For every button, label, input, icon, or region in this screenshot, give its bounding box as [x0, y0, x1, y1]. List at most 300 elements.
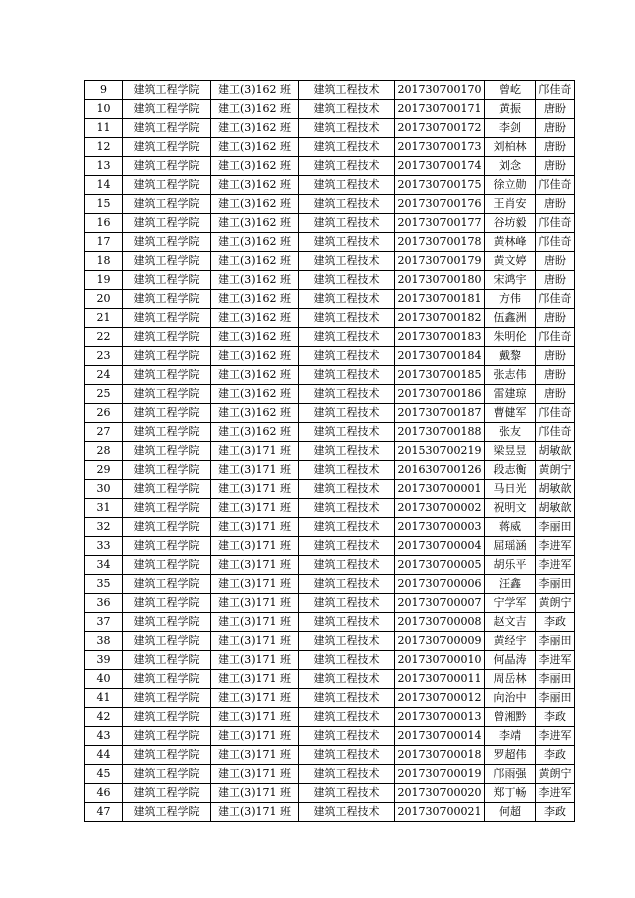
college-cell: 建筑工程学院	[123, 119, 211, 138]
student-name-cell: 邝雨强	[485, 765, 536, 784]
major-cell: 建筑工程技术	[299, 100, 395, 119]
class-cell: 建工(3)162 班	[211, 271, 299, 290]
advisor-cell: 唐盼	[536, 138, 575, 157]
table-row	[85, 803, 575, 822]
student-id-cell: 201730700010	[395, 651, 485, 670]
student-roster-table	[84, 80, 575, 822]
college-cell: 建筑工程学院	[123, 670, 211, 689]
advisor-cell: 唐盼	[536, 385, 575, 404]
major-cell: 建筑工程技术	[299, 784, 395, 803]
table-row	[85, 138, 575, 157]
major-cell: 建筑工程技术	[299, 803, 395, 822]
advisor-cell: 唐盼	[536, 157, 575, 176]
student-name-cell: 向治中	[485, 689, 536, 708]
college-cell: 建筑工程学院	[123, 499, 211, 518]
major-cell: 建筑工程技术	[299, 423, 395, 442]
college-cell: 建筑工程学院	[123, 765, 211, 784]
major-cell: 建筑工程技术	[299, 404, 395, 423]
student-name-cell: 宁学军	[485, 594, 536, 613]
class-cell: 建工(3)171 班	[211, 480, 299, 499]
class-cell: 建工(3)162 班	[211, 119, 299, 138]
major-cell: 建筑工程技术	[299, 233, 395, 252]
major-cell: 建筑工程技术	[299, 746, 395, 765]
advisor-cell: 李丽田	[536, 632, 575, 651]
student-name-cell: 王肖安	[485, 195, 536, 214]
class-cell: 建工(3)171 班	[211, 518, 299, 537]
college-cell: 建筑工程学院	[123, 784, 211, 803]
row-number-cell: 34	[85, 556, 123, 575]
student-id-cell: 201730700001	[395, 480, 485, 499]
college-cell: 建筑工程学院	[123, 252, 211, 271]
class-cell: 建工(3)171 班	[211, 803, 299, 822]
row-number-cell: 11	[85, 119, 123, 138]
advisor-cell: 李丽田	[536, 670, 575, 689]
class-cell: 建工(3)171 班	[211, 499, 299, 518]
class-cell: 建工(3)171 班	[211, 765, 299, 784]
advisor-cell: 邝佳奇	[536, 290, 575, 309]
student-name-cell: 朱明伦	[485, 328, 536, 347]
table-row	[85, 499, 575, 518]
student-id-cell: 201730700170	[395, 81, 485, 100]
major-cell: 建筑工程技术	[299, 442, 395, 461]
table-row	[85, 556, 575, 575]
advisor-cell: 李政	[536, 746, 575, 765]
class-cell: 建工(3)162 班	[211, 176, 299, 195]
major-cell: 建筑工程技术	[299, 651, 395, 670]
student-id-cell: 201730700181	[395, 290, 485, 309]
student-id-cell: 201730700008	[395, 613, 485, 632]
student-name-cell: 赵文吉	[485, 613, 536, 632]
class-cell: 建工(3)162 班	[211, 214, 299, 233]
student-id-cell: 201730700006	[395, 575, 485, 594]
student-id-cell: 201730700187	[395, 404, 485, 423]
row-number-cell: 22	[85, 328, 123, 347]
table-row	[85, 157, 575, 176]
table-row	[85, 461, 575, 480]
student-id-cell: 201730700014	[395, 727, 485, 746]
college-cell: 建筑工程学院	[123, 689, 211, 708]
class-cell: 建工(3)162 班	[211, 252, 299, 271]
student-name-cell: 李剑	[485, 119, 536, 138]
class-cell: 建工(3)162 班	[211, 404, 299, 423]
student-id-cell: 201730700171	[395, 100, 485, 119]
class-cell: 建工(3)162 班	[211, 233, 299, 252]
row-number-cell: 19	[85, 271, 123, 290]
table-row	[85, 651, 575, 670]
advisor-cell: 胡敏歆	[536, 499, 575, 518]
class-cell: 建工(3)162 班	[211, 290, 299, 309]
row-number-cell: 47	[85, 803, 123, 822]
college-cell: 建筑工程学院	[123, 81, 211, 100]
major-cell: 建筑工程技术	[299, 670, 395, 689]
student-name-cell: 伍鑫洲	[485, 309, 536, 328]
student-id-cell: 201730700177	[395, 214, 485, 233]
student-name-cell: 屈瑶涵	[485, 537, 536, 556]
row-number-cell: 40	[85, 670, 123, 689]
row-number-cell: 25	[85, 385, 123, 404]
major-cell: 建筑工程技术	[299, 765, 395, 784]
row-number-cell: 15	[85, 195, 123, 214]
student-id-cell: 201730700188	[395, 423, 485, 442]
table-row	[85, 594, 575, 613]
student-id-cell: 201730700183	[395, 328, 485, 347]
student-name-cell: 宋鸿宇	[485, 271, 536, 290]
student-id-cell: 201730700021	[395, 803, 485, 822]
student-name-cell: 雷建琼	[485, 385, 536, 404]
row-number-cell: 23	[85, 347, 123, 366]
table-row	[85, 366, 575, 385]
college-cell: 建筑工程学院	[123, 442, 211, 461]
row-number-cell: 33	[85, 537, 123, 556]
student-id-cell: 201730700020	[395, 784, 485, 803]
row-number-cell: 9	[85, 81, 123, 100]
college-cell: 建筑工程学院	[123, 100, 211, 119]
advisor-cell: 邝佳奇	[536, 328, 575, 347]
table-row	[85, 442, 575, 461]
advisor-cell: 李进军	[536, 556, 575, 575]
class-cell: 建工(3)162 班	[211, 366, 299, 385]
student-name-cell: 蒋威	[485, 518, 536, 537]
student-name-cell: 梁昱昱	[485, 442, 536, 461]
advisor-cell: 李进军	[536, 727, 575, 746]
table-row	[85, 480, 575, 499]
class-cell: 建工(3)171 班	[211, 708, 299, 727]
student-id-cell: 201730700184	[395, 347, 485, 366]
major-cell: 建筑工程技术	[299, 366, 395, 385]
class-cell: 建工(3)162 班	[211, 195, 299, 214]
student-id-cell: 201630700126	[395, 461, 485, 480]
row-number-cell: 39	[85, 651, 123, 670]
row-number-cell: 35	[85, 575, 123, 594]
major-cell: 建筑工程技术	[299, 632, 395, 651]
advisor-cell: 李政	[536, 708, 575, 727]
class-cell: 建工(3)171 班	[211, 632, 299, 651]
student-name-cell: 汪鑫	[485, 575, 536, 594]
college-cell: 建筑工程学院	[123, 594, 211, 613]
advisor-cell: 唐盼	[536, 271, 575, 290]
college-cell: 建筑工程学院	[123, 556, 211, 575]
major-cell: 建筑工程技术	[299, 81, 395, 100]
college-cell: 建筑工程学院	[123, 727, 211, 746]
class-cell: 建工(3)171 班	[211, 784, 299, 803]
major-cell: 建筑工程技术	[299, 575, 395, 594]
row-number-cell: 20	[85, 290, 123, 309]
major-cell: 建筑工程技术	[299, 290, 395, 309]
college-cell: 建筑工程学院	[123, 385, 211, 404]
class-cell: 建工(3)171 班	[211, 442, 299, 461]
advisor-cell: 邝佳奇	[536, 404, 575, 423]
advisor-cell: 李进军	[536, 537, 575, 556]
class-cell: 建工(3)162 班	[211, 309, 299, 328]
student-id-cell: 201530700219	[395, 442, 485, 461]
table-row	[85, 271, 575, 290]
table-row	[85, 195, 575, 214]
advisor-cell: 唐盼	[536, 119, 575, 138]
row-number-cell: 43	[85, 727, 123, 746]
row-number-cell: 21	[85, 309, 123, 328]
college-cell: 建筑工程学院	[123, 233, 211, 252]
college-cell: 建筑工程学院	[123, 328, 211, 347]
row-number-cell: 28	[85, 442, 123, 461]
advisor-cell: 李丽田	[536, 575, 575, 594]
college-cell: 建筑工程学院	[123, 271, 211, 290]
student-id-cell: 201730700019	[395, 765, 485, 784]
advisor-cell: 李丽田	[536, 518, 575, 537]
major-cell: 建筑工程技术	[299, 271, 395, 290]
college-cell: 建筑工程学院	[123, 290, 211, 309]
table-row	[85, 632, 575, 651]
class-cell: 建工(3)171 班	[211, 556, 299, 575]
major-cell: 建筑工程技术	[299, 214, 395, 233]
major-cell: 建筑工程技术	[299, 537, 395, 556]
table-row	[85, 290, 575, 309]
class-cell: 建工(3)171 班	[211, 670, 299, 689]
student-name-cell: 马日光	[485, 480, 536, 499]
major-cell: 建筑工程技术	[299, 708, 395, 727]
student-id-cell: 201730700013	[395, 708, 485, 727]
major-cell: 建筑工程技术	[299, 499, 395, 518]
class-cell: 建工(3)162 班	[211, 81, 299, 100]
class-cell: 建工(3)162 班	[211, 138, 299, 157]
student-name-cell: 何超	[485, 803, 536, 822]
college-cell: 建筑工程学院	[123, 613, 211, 632]
student-name-cell: 曾屹	[485, 81, 536, 100]
advisor-cell: 唐盼	[536, 366, 575, 385]
student-name-cell: 胡乐平	[485, 556, 536, 575]
college-cell: 建筑工程学院	[123, 651, 211, 670]
advisor-cell: 邝佳奇	[536, 81, 575, 100]
table-row	[85, 575, 575, 594]
student-id-cell: 201730700180	[395, 271, 485, 290]
advisor-cell: 邝佳奇	[536, 176, 575, 195]
student-id-cell: 201730700182	[395, 309, 485, 328]
major-cell: 建筑工程技术	[299, 252, 395, 271]
student-id-cell: 201730700185	[395, 366, 485, 385]
student-name-cell: 郑丁畅	[485, 784, 536, 803]
student-id-cell: 201730700178	[395, 233, 485, 252]
student-id-cell: 201730700007	[395, 594, 485, 613]
roster-body	[85, 81, 575, 822]
major-cell: 建筑工程技术	[299, 727, 395, 746]
student-id-cell: 201730700186	[395, 385, 485, 404]
major-cell: 建筑工程技术	[299, 119, 395, 138]
student-name-cell: 徐立勋	[485, 176, 536, 195]
table-row	[85, 328, 575, 347]
advisor-cell: 胡敏歆	[536, 480, 575, 499]
row-number-cell: 16	[85, 214, 123, 233]
student-name-cell: 段志衡	[485, 461, 536, 480]
class-cell: 建工(3)162 班	[211, 328, 299, 347]
class-cell: 建工(3)162 班	[211, 157, 299, 176]
row-number-cell: 44	[85, 746, 123, 765]
student-id-cell: 201730700005	[395, 556, 485, 575]
table-row	[85, 347, 575, 366]
advisor-cell: 黄朗宁	[536, 594, 575, 613]
student-name-cell: 黄文婷	[485, 252, 536, 271]
major-cell: 建筑工程技术	[299, 480, 395, 499]
row-number-cell: 24	[85, 366, 123, 385]
table-row	[85, 81, 575, 100]
major-cell: 建筑工程技术	[299, 157, 395, 176]
college-cell: 建筑工程学院	[123, 746, 211, 765]
major-cell: 建筑工程技术	[299, 689, 395, 708]
class-cell: 建工(3)162 班	[211, 423, 299, 442]
advisor-cell: 李进军	[536, 784, 575, 803]
advisor-cell: 唐盼	[536, 195, 575, 214]
major-cell: 建筑工程技术	[299, 195, 395, 214]
advisor-cell: 胡敏歆	[536, 442, 575, 461]
major-cell: 建筑工程技术	[299, 613, 395, 632]
advisor-cell: 唐盼	[536, 347, 575, 366]
college-cell: 建筑工程学院	[123, 195, 211, 214]
table-row	[85, 252, 575, 271]
advisor-cell: 李政	[536, 613, 575, 632]
college-cell: 建筑工程学院	[123, 176, 211, 195]
class-cell: 建工(3)162 班	[211, 347, 299, 366]
college-cell: 建筑工程学院	[123, 423, 211, 442]
student-name-cell: 罗超伟	[485, 746, 536, 765]
advisor-cell: 李进军	[536, 651, 575, 670]
student-id-cell: 201730700018	[395, 746, 485, 765]
row-number-cell: 10	[85, 100, 123, 119]
college-cell: 建筑工程学院	[123, 461, 211, 480]
class-cell: 建工(3)171 班	[211, 461, 299, 480]
major-cell: 建筑工程技术	[299, 328, 395, 347]
class-cell: 建工(3)162 班	[211, 385, 299, 404]
advisor-cell: 黄朗宁	[536, 461, 575, 480]
student-name-cell: 刘念	[485, 157, 536, 176]
student-name-cell: 刘柏林	[485, 138, 536, 157]
major-cell: 建筑工程技术	[299, 309, 395, 328]
student-id-cell: 201730700009	[395, 632, 485, 651]
advisor-cell: 李丽田	[536, 689, 575, 708]
row-number-cell: 30	[85, 480, 123, 499]
student-id-cell: 201730700173	[395, 138, 485, 157]
row-number-cell: 27	[85, 423, 123, 442]
college-cell: 建筑工程学院	[123, 518, 211, 537]
student-name-cell: 黄经宇	[485, 632, 536, 651]
class-cell: 建工(3)171 班	[211, 537, 299, 556]
table-row	[85, 670, 575, 689]
student-id-cell: 201730700011	[395, 670, 485, 689]
student-name-cell: 方伟	[485, 290, 536, 309]
class-cell: 建工(3)171 班	[211, 594, 299, 613]
table-row	[85, 708, 575, 727]
table-row	[85, 423, 575, 442]
row-number-cell: 37	[85, 613, 123, 632]
table-row	[85, 518, 575, 537]
row-number-cell: 46	[85, 784, 123, 803]
row-number-cell: 17	[85, 233, 123, 252]
table-row	[85, 404, 575, 423]
table-row	[85, 385, 575, 404]
class-cell: 建工(3)171 班	[211, 727, 299, 746]
student-name-cell: 谷坊毅	[485, 214, 536, 233]
student-name-cell: 李靖	[485, 727, 536, 746]
class-cell: 建工(3)171 班	[211, 746, 299, 765]
table-row	[85, 233, 575, 252]
advisor-cell: 邝佳奇	[536, 423, 575, 442]
student-name-cell: 周岳林	[485, 670, 536, 689]
college-cell: 建筑工程学院	[123, 214, 211, 233]
student-id-cell: 201730700004	[395, 537, 485, 556]
advisor-cell: 黄朗宁	[536, 765, 575, 784]
row-number-cell: 41	[85, 689, 123, 708]
college-cell: 建筑工程学院	[123, 575, 211, 594]
row-number-cell: 36	[85, 594, 123, 613]
row-number-cell: 29	[85, 461, 123, 480]
table-row	[85, 119, 575, 138]
college-cell: 建筑工程学院	[123, 708, 211, 727]
row-number-cell: 26	[85, 404, 123, 423]
table-row	[85, 100, 575, 119]
table-row	[85, 214, 575, 233]
advisor-cell: 唐盼	[536, 100, 575, 119]
student-id-cell: 201730700179	[395, 252, 485, 271]
class-cell: 建工(3)171 班	[211, 651, 299, 670]
class-cell: 建工(3)171 班	[211, 689, 299, 708]
table-row	[85, 727, 575, 746]
class-cell: 建工(3)171 班	[211, 613, 299, 632]
student-name-cell: 何晶涛	[485, 651, 536, 670]
student-id-cell: 201730700002	[395, 499, 485, 518]
advisor-cell: 李政	[536, 803, 575, 822]
table-row	[85, 784, 575, 803]
student-name-cell: 曾湘黔	[485, 708, 536, 727]
row-number-cell: 42	[85, 708, 123, 727]
table-row	[85, 176, 575, 195]
table-row	[85, 689, 575, 708]
row-number-cell: 14	[85, 176, 123, 195]
student-name-cell: 祝明文	[485, 499, 536, 518]
advisor-cell: 唐盼	[536, 309, 575, 328]
student-name-cell: 戴黎	[485, 347, 536, 366]
major-cell: 建筑工程技术	[299, 461, 395, 480]
college-cell: 建筑工程学院	[123, 537, 211, 556]
table-row	[85, 537, 575, 556]
table-row	[85, 746, 575, 765]
college-cell: 建筑工程学院	[123, 803, 211, 822]
student-id-cell: 201730700003	[395, 518, 485, 537]
college-cell: 建筑工程学院	[123, 632, 211, 651]
major-cell: 建筑工程技术	[299, 176, 395, 195]
row-number-cell: 45	[85, 765, 123, 784]
student-name-cell: 黄振	[485, 100, 536, 119]
major-cell: 建筑工程技术	[299, 594, 395, 613]
student-id-cell: 201730700172	[395, 119, 485, 138]
class-cell: 建工(3)171 班	[211, 575, 299, 594]
major-cell: 建筑工程技术	[299, 138, 395, 157]
student-id-cell: 201730700012	[395, 689, 485, 708]
advisor-cell: 邝佳奇	[536, 233, 575, 252]
major-cell: 建筑工程技术	[299, 556, 395, 575]
row-number-cell: 38	[85, 632, 123, 651]
table-row	[85, 765, 575, 784]
college-cell: 建筑工程学院	[123, 309, 211, 328]
college-cell: 建筑工程学院	[123, 157, 211, 176]
student-name-cell: 张友	[485, 423, 536, 442]
college-cell: 建筑工程学院	[123, 366, 211, 385]
college-cell: 建筑工程学院	[123, 480, 211, 499]
student-id-cell: 201730700175	[395, 176, 485, 195]
class-cell: 建工(3)162 班	[211, 100, 299, 119]
college-cell: 建筑工程学院	[123, 404, 211, 423]
row-number-cell: 13	[85, 157, 123, 176]
student-name-cell: 曹健军	[485, 404, 536, 423]
student-id-cell: 201730700174	[395, 157, 485, 176]
major-cell: 建筑工程技术	[299, 518, 395, 537]
student-name-cell: 张志伟	[485, 366, 536, 385]
